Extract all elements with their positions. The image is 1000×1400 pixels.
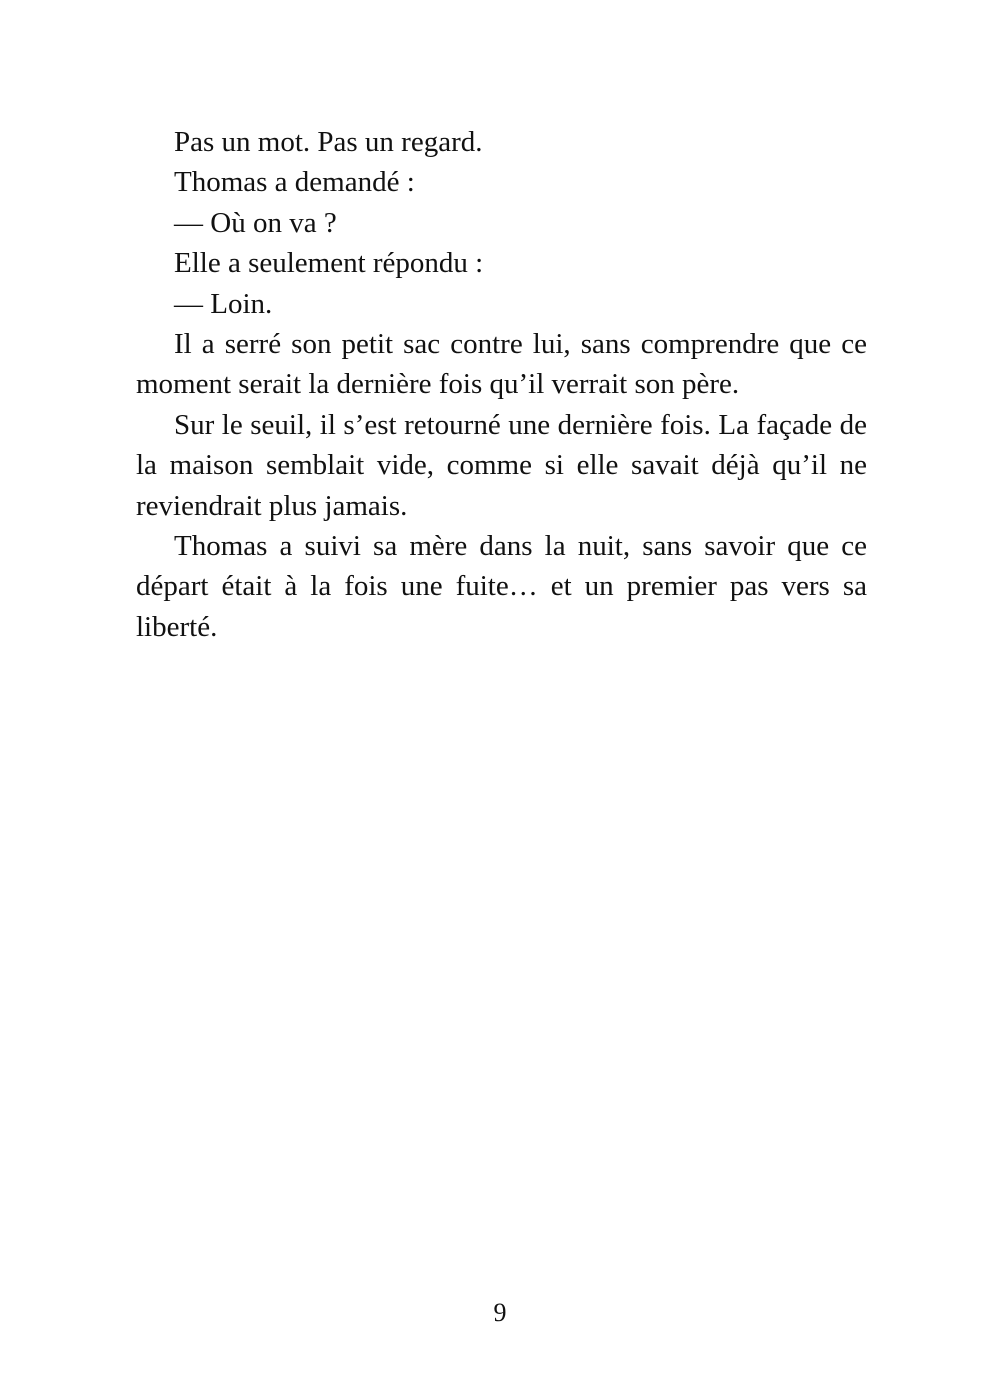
paragraph-1: Pas un mot. Pas un regard. bbox=[174, 126, 483, 158]
paragraph-3-dialogue: — Où on va ? bbox=[174, 206, 337, 239]
paragraph-4: Elle a seulement répondu : bbox=[174, 247, 484, 280]
paragraph-2: Thomas a demandé : bbox=[174, 166, 415, 199]
paragraph-6: Il a serré son petit sac contre lui, sans comprendre que ce moment serait la dernière fois qu’il verrait son père. bbox=[136, 328, 867, 401]
paragraph-5-dialogue: — Loin. bbox=[174, 287, 273, 320]
page-body-text bbox=[136, 122, 867, 647]
paragraph-8: Thomas a suivi sa mère dans la nuit, sans savoir que ce départ était à la fois une fuite… et un premier pas vers sa liberté. bbox=[136, 530, 867, 643]
page-number: 9 bbox=[493, 1298, 507, 1327]
paragraph-7: Sur le seuil, il s’est retourné une dernière fois. La façade de la maison semblait vide, comme si elle savait déjà qu’il ne reviendrait plus jamais. bbox=[136, 408, 867, 522]
